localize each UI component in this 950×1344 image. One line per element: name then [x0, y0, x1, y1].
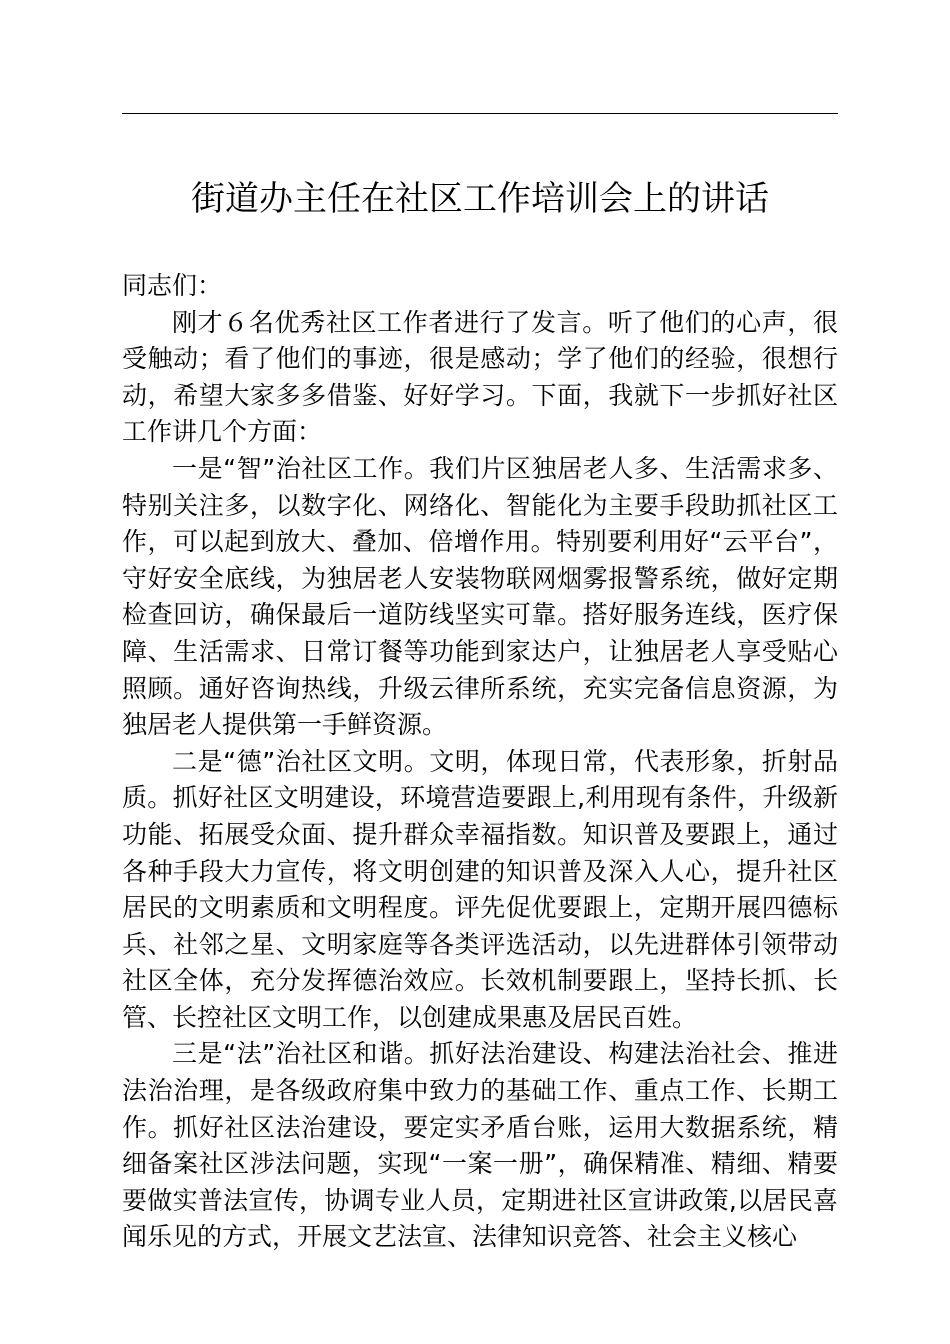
header-rule [122, 113, 838, 114]
document-body [122, 268, 838, 1256]
salutation: 同志们： [122, 271, 223, 300]
paragraph-point-one: 一是“智”治社区工作。我们片区独居老人多、生活需求多、特别关注多，以数字化、网络化、智能化为主要手段助抓社区工作，可以起到放大、叠加、倍增作用。特别要利用好“云平台”，守好安全底线，为独居老人安装物联网烟雾报警系统，做好定期检查回访，确保最后一道防线坚实可靠。搭好服务连线，医疗保障、生活需求、日常订餐等功能到家达户，让独居老人享受贴心照顾。通好咨询热线，升级云律所系统，充实完备信息资源，为独居老人提供第一手鲜资源。 [122, 453, 838, 740]
paragraph-intro: 刚才６名优秀社区工作者进行了发言。听了他们的心声，很受触动；看了他们的事迹，很是感动；学了他们的经验，很想行动，希望大家多多借鉴、好好学习。下面，我就下一步抓好社区工作讲几个方面： [122, 307, 838, 447]
paragraph-point-three: 三是“法”治社区和谐。抓好法治建设、构建法治社会、推进法治治理，是各级政府集中致力的基础工作、重点工作、长期工作。抓好社区法治建设，要定实矛盾台账，运用大数据系统，精细备案社区涉法问题，实现“一案一册”，确保精准、精细、精要要做实普法宣传，协调专业人员，定期进社区宣讲政策,以居民喜闻乐见的方式，开展文艺法宣、法律知识竞答、社会主义核心 [122, 1039, 838, 1252]
document-title: 街道办主任在社区工作培训会上的讲话 [191, 179, 769, 219]
paragraph-point-two: 二是“德”治社区文明。文明，体现日常，代表形象，折射品质。抓好社区文明建设，环境营造要跟上,利用现有条件，升级新功能、拓展受众面、提升群众幸福指数。知识普及要跟上，通过各种手段大力宣传，将文明创建的知识普及深入人心，提升社区居民的文明素质和文明程度。评先促优要跟上，定期开展四德标兵、社邻之星、文明家庭等各类评选活动，以先进群体引领带动社区全体，充分发挥德治效应。长效机制要跟上，坚持长抓、长管、长控社区文明工作，以创建成果惠及居民百姓。 [122, 746, 838, 1032]
